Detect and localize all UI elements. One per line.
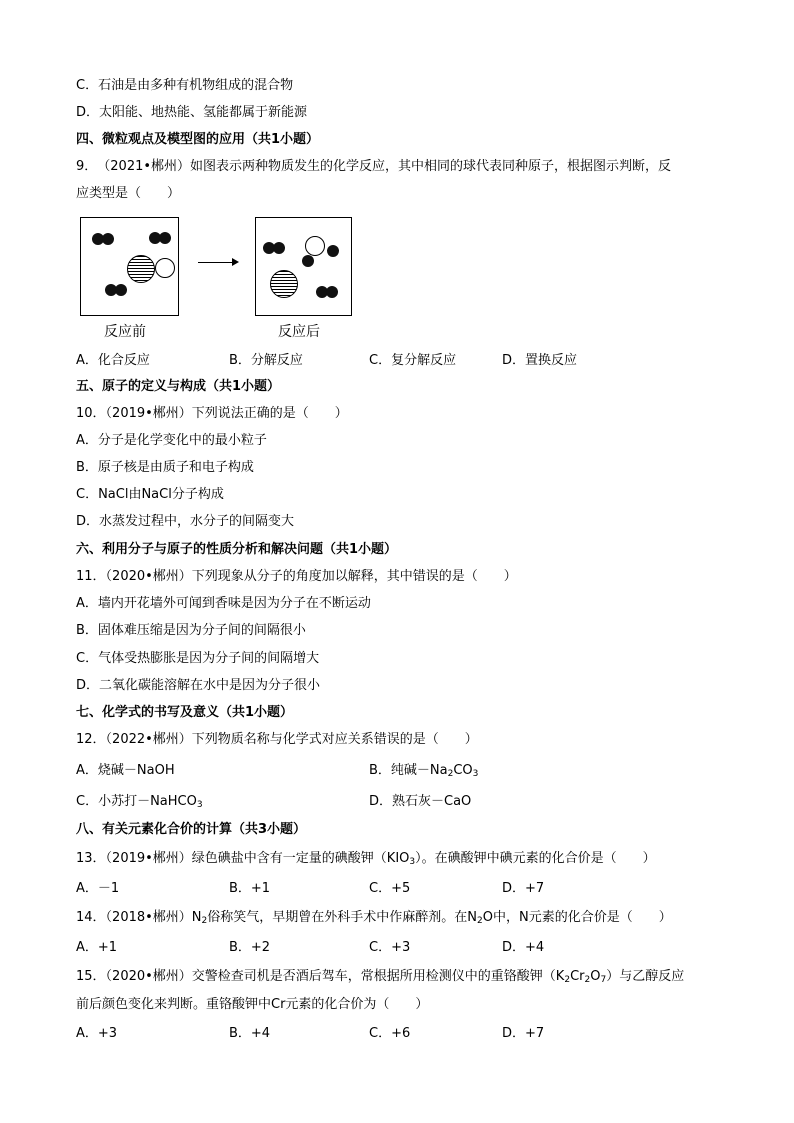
q13-stem: [76, 850, 656, 868]
section-5-heading: 五、原子的定义与构成（共1小题）: [76, 379, 281, 394]
q11-option-c: C．气体受热膨胀是因为分子间的间隔增大: [76, 651, 320, 666]
subscript: 3: [196, 800, 203, 810]
q9-stem: 9． （2021•郴州）如图表示两种物质发生的化学反应，其中相同的球代表同种原子，根据图示判断，反: [76, 159, 672, 174]
q14-stem: [76, 909, 672, 927]
q14-stem-text3: O中，N元素的化合价是（ ）: [482, 910, 672, 925]
subscript: 2: [564, 975, 571, 985]
q13-stem-text2: ）。在碘酸钾中碘元素的化合价是（ ）: [415, 851, 656, 866]
atom-black: [115, 284, 127, 296]
q9-stem-cont: 应类型是（ ）: [76, 186, 181, 201]
q14-option-a: A．+1: [76, 940, 118, 955]
q11-option-d: D．二氧化碳能溶解在水中是因为分子很小: [76, 678, 321, 693]
q15-stem-text3: O: [590, 969, 601, 984]
q9-option-a: A．化合反应: [76, 353, 150, 368]
q15-stem-text4: ）与乙醇反应: [606, 969, 685, 984]
q10-option-a: A．分子是化学变化中的最小粒子: [76, 433, 267, 448]
q15-option-c: C．+6: [369, 1026, 411, 1041]
subscript: 2: [584, 975, 591, 985]
q11-option-b: B．固体难压缩是因为分子间的间隔很小: [76, 623, 306, 638]
subscript: 7: [600, 975, 607, 985]
q12-option-c: [76, 793, 203, 811]
caption-after: 反应后: [278, 324, 320, 340]
q8-option-d: D．太阳能、地热能、氢能都属于新能源: [76, 105, 308, 120]
caption-before: 反应前: [104, 324, 146, 340]
q12-option-a: A．烧碱－NaOH: [76, 763, 175, 778]
atom-black: [302, 255, 314, 267]
subscript: 2: [477, 916, 483, 926]
q10-stem: 10．（2019•郴州）下列说法正确的是（ ）: [76, 406, 348, 421]
q10-option-d: D．水蒸发过程中，水分子的间隔变大: [76, 514, 295, 529]
q13-stem-text: 13．（2019•郴州）绿色碘盐中含有一定量的碘酸钾（KIO: [76, 851, 410, 866]
q14-option-d: D．+4: [502, 940, 545, 955]
atom-white: [305, 236, 325, 256]
section-7-heading: 七、化学式的书写及意义（共1小题）: [76, 705, 294, 720]
q15-stem-text: 15．（2020•郴州）交警检查司机是否酒后驾车，常根据所用检测仪中的重铬酸钾（K: [76, 969, 565, 984]
q12-option-b: [369, 762, 478, 780]
q12-option-c-text: C．小苏打－NaHCO: [76, 794, 197, 809]
atom-black: [159, 232, 171, 244]
q13-option-a: A．－1: [76, 881, 120, 896]
arrow-icon: [232, 258, 239, 266]
q12-option-b-text2: CO: [453, 763, 473, 778]
q15-option-d: D．+7: [502, 1026, 545, 1041]
q13-option-c: C．+5: [369, 881, 411, 896]
q15-stem-text2: Cr: [570, 969, 585, 984]
section-8-heading: 八、有关元素化合价的计算（共3小题）: [76, 822, 307, 837]
atom-black: [326, 286, 338, 298]
q14-option-c: C．+3: [369, 940, 411, 955]
q8-option-c: C．石油是由多种有机物组成的混合物: [76, 78, 294, 93]
q15-option-a: A．+3: [76, 1026, 118, 1041]
q14-stem-text2: 俗称笑气，早期曾在外科手术中作麻醉剂。在N: [207, 910, 477, 925]
subscript: 2: [201, 916, 208, 926]
atom-white: [155, 258, 175, 278]
q13-option-d: D．+7: [502, 881, 545, 896]
q14-option-b: B．+2: [229, 940, 271, 955]
q9-option-b: B．分解反应: [229, 353, 303, 368]
q15-option-b: B．+4: [229, 1026, 271, 1041]
atom-black: [327, 245, 339, 257]
q15-stem: [76, 968, 684, 986]
q10-option-c: C．NaCl由NaCl分子构成: [76, 487, 224, 502]
q14-stem-text: 14．（2018•郴州）N: [76, 910, 202, 925]
atom-black: [102, 233, 114, 245]
q13-option-b: B．+1: [229, 881, 271, 896]
q9-option-c: C．复分解反应: [369, 353, 457, 368]
before-box: [80, 217, 179, 316]
atom-striped: [127, 255, 155, 283]
q10-option-b: B．原子核是由质子和电子构成: [76, 460, 254, 475]
q12-option-b-text: B．纯碱－Na: [369, 763, 448, 778]
atom-striped: [270, 270, 298, 298]
atom-black: [273, 242, 285, 254]
q9-option-d: D．置换反应: [502, 353, 578, 368]
arrow-shaft: [198, 262, 236, 263]
q12-option-d: D．熟石灰－CaO: [369, 794, 472, 809]
subscript: 3: [472, 769, 479, 779]
section-4-heading: 四、微粒观点及模型图的应用（共1小题）: [76, 132, 320, 147]
section-6-heading: 六、利用分子与原子的性质分析和解决问题（共1小题）: [76, 542, 398, 557]
subscript: 3: [409, 857, 416, 867]
after-box: [255, 217, 352, 316]
q15-stem-cont: 前后颜色变化来判断。重铬酸钾中Cr元素的化合价为（ ）: [76, 997, 429, 1012]
q11-option-a: A．墙内开花墙外可闻到香味是因为分子在不断运动: [76, 596, 371, 611]
q11-stem: 11．（2020•郴州）下列现象从分子的角度加以解释，其中错误的是（ ）: [76, 569, 517, 584]
q12-stem: 12．（2022•郴州）下列物质名称与化学式对应关系错误的是（ ）: [76, 732, 478, 747]
subscript: 2: [447, 769, 454, 779]
